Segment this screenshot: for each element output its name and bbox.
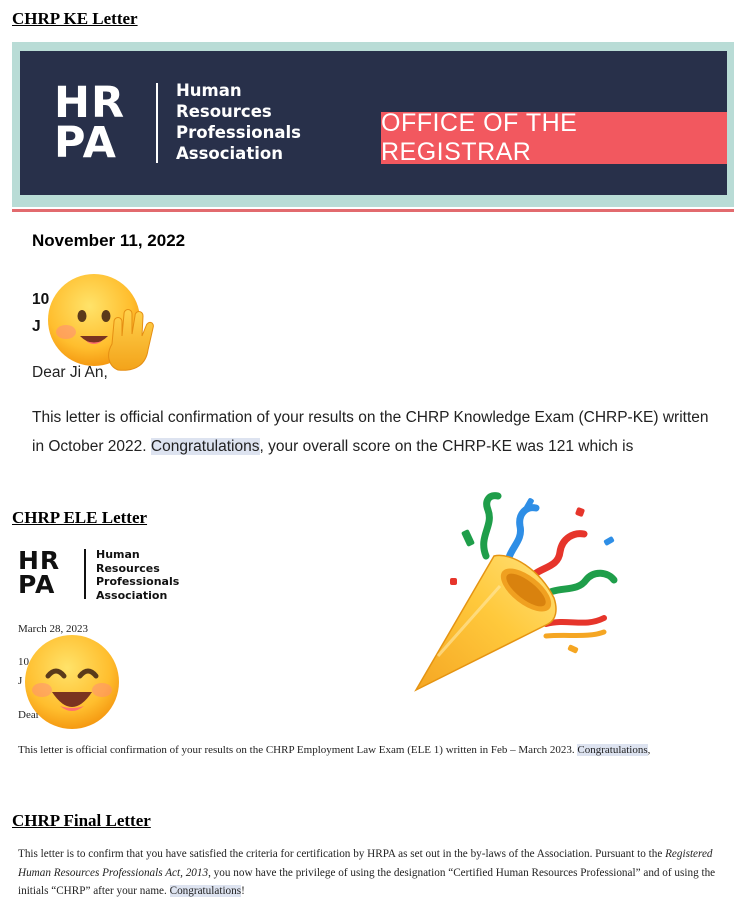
ke-letter-heading: CHRP KE Letter [12, 9, 138, 28]
hrpa-registrar-banner [12, 42, 734, 207]
banner-navy-panel [20, 51, 727, 195]
org-name-line: Association [96, 588, 168, 602]
ke-name-fragment: J [32, 318, 41, 335]
ele-salutation-fragment: Dear [18, 709, 40, 721]
org-name-line: Human [96, 548, 140, 561]
ke-letter-date: November 11, 2022 [32, 231, 186, 250]
ele-letter-heading: CHRP ELE Letter [12, 508, 148, 527]
ele-logo-hr: HR [18, 546, 61, 575]
ke-body-end: , your overall score on the CHRP-KE was 121 which is [259, 438, 634, 455]
office-of-registrar-badge [381, 109, 727, 166]
ele-hrpa-logo-letters [18, 546, 61, 599]
final-congratulations-highlight: Congratulations [169, 885, 242, 897]
ele-congratulations-highlight: Congratulations [577, 744, 648, 756]
ele-logo-pa: PA [18, 570, 56, 599]
ke-body-start: This letter is official confirmation of your results on the CHRP Knowledge Exam (CHRP-KE) written in October 2022. [32, 409, 709, 455]
logo-hr: HR [54, 78, 126, 128]
org-name-line: Association [176, 144, 283, 163]
grinning-face-emoji [22, 632, 122, 732]
ke-salutation: Dear Ji An, [32, 364, 108, 381]
ele-body-start: This letter is official confirmation of your results on the CHRP Employment Law Exam (ELE 1) written in Feb – March 2023. [18, 744, 578, 756]
banner-bottom-rule [12, 209, 734, 212]
org-name-line: Human [176, 81, 242, 100]
final-body-part1: This letter is to confirm that you have satisfied the criteria for certification by HRPA as set out in the by-laws of the Association. Pursuant to the [18, 848, 666, 860]
final-body-part3: ! [241, 885, 245, 897]
org-name-line: Professionals [176, 123, 301, 142]
ele-letter-body [18, 744, 743, 756]
logo-divider [156, 83, 158, 163]
ele-name-fragment: J [18, 675, 23, 687]
org-name-line: Resources [96, 561, 160, 575]
ke-letter-body [32, 403, 722, 461]
ke-congratulations-highlight: Congratulations [150, 438, 260, 455]
final-letter-body [18, 845, 723, 901]
final-body-part2: , you now have the privilege of using the designation “Certified Human Resources Professional” and of using the initials “CHRP” after your name. [18, 866, 716, 897]
ele-logo-divider [84, 549, 86, 599]
hrpa-logo-letters [54, 78, 126, 168]
org-name-line: Resources [176, 102, 272, 121]
waving-face-emoji [42, 270, 156, 374]
ele-hrpa-org-name [96, 548, 179, 602]
logo-pa: PA [54, 118, 117, 168]
ke-address-fragment: 10 [32, 291, 50, 308]
org-name-line: Professionals [96, 575, 180, 588]
office-of-registrar-label: OFFICE OF THE REGISTRAR [381, 109, 578, 166]
ele-letter-date: March 28, 2023 [18, 623, 88, 635]
party-popper-emoji [408, 486, 632, 696]
hrpa-org-name [176, 80, 301, 164]
act-name: Registered Human Resources Professionals Act, 2013 [18, 848, 713, 879]
ele-body-end: , [647, 744, 651, 756]
final-letter-heading: CHRP Final Letter [12, 811, 151, 830]
ele-address-fragment: 10 [18, 656, 29, 668]
